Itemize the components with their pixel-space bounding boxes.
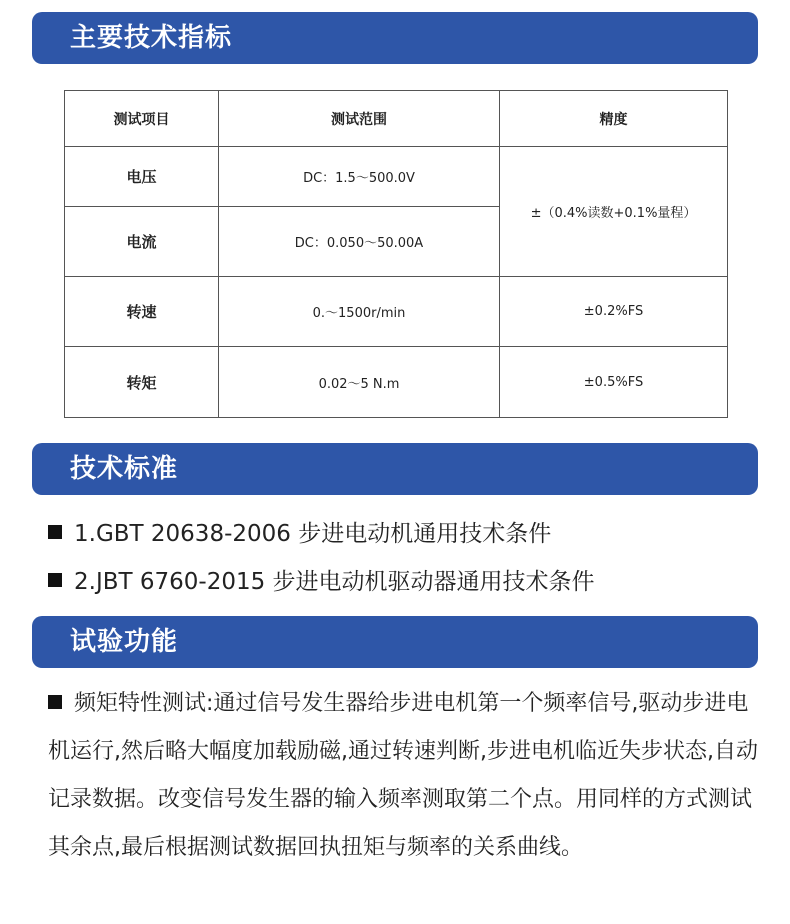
item-cell: 转矩 — [65, 347, 219, 418]
section-title: 主要技术指标 — [70, 23, 233, 53]
item-cell: 电压 — [65, 147, 219, 207]
square-bullet-icon — [48, 573, 62, 587]
column-header: 测试范围 — [219, 91, 500, 147]
square-bullet-icon — [48, 525, 62, 539]
section-header-standards — [32, 443, 758, 495]
function-description — [48, 680, 758, 872]
table-row — [65, 277, 728, 347]
table-row — [65, 147, 728, 207]
table-row — [65, 347, 728, 418]
function-text: 频矩特性测试:通过信号发生器给步进电机第一个频率信号,驱动步进电机运行,然后略大幅度加载励磁,通过转速判断,步进电机临近失步状态,自动记录数据。改变信号发生器的输入频率测取第二个点。用同样的方式测试其余点,最后根据测试数据回执扭矩与频率的关系曲线。 — [48, 691, 758, 860]
standard-item — [48, 515, 551, 548]
range-cell: 0.02～5 N.m — [219, 347, 500, 418]
column-header: 测试项目 — [65, 91, 219, 147]
range-cell: 0.～1500r/min — [219, 277, 500, 347]
section-title: 试验功能 — [70, 627, 179, 657]
range-cell: DC：0.050～50.00A — [219, 207, 500, 277]
section-header-specs — [32, 12, 758, 64]
accuracy-cell: ±（0.4%读数+0.1%量程） — [500, 147, 728, 277]
range-cell: DC：1.5～500.0V — [219, 147, 500, 207]
column-header: 精度 — [500, 91, 728, 147]
standard-text: 2.JBT 6760-2015 步进电动机驱动器通用技术条件 — [74, 569, 595, 595]
spec-table — [64, 90, 728, 418]
accuracy-cell: ±0.5%FS — [500, 347, 728, 418]
standard-item — [48, 563, 595, 596]
section-title: 技术标准 — [70, 454, 179, 484]
standard-text: 1.GBT 20638-2006 步进电动机通用技术条件 — [74, 521, 552, 547]
section-header-functions — [32, 616, 758, 668]
item-cell: 转速 — [65, 277, 219, 347]
table-header-row — [65, 91, 728, 147]
square-bullet-icon — [48, 695, 62, 709]
accuracy-cell: ±0.2%FS — [500, 277, 728, 347]
item-cell: 电流 — [65, 207, 219, 277]
